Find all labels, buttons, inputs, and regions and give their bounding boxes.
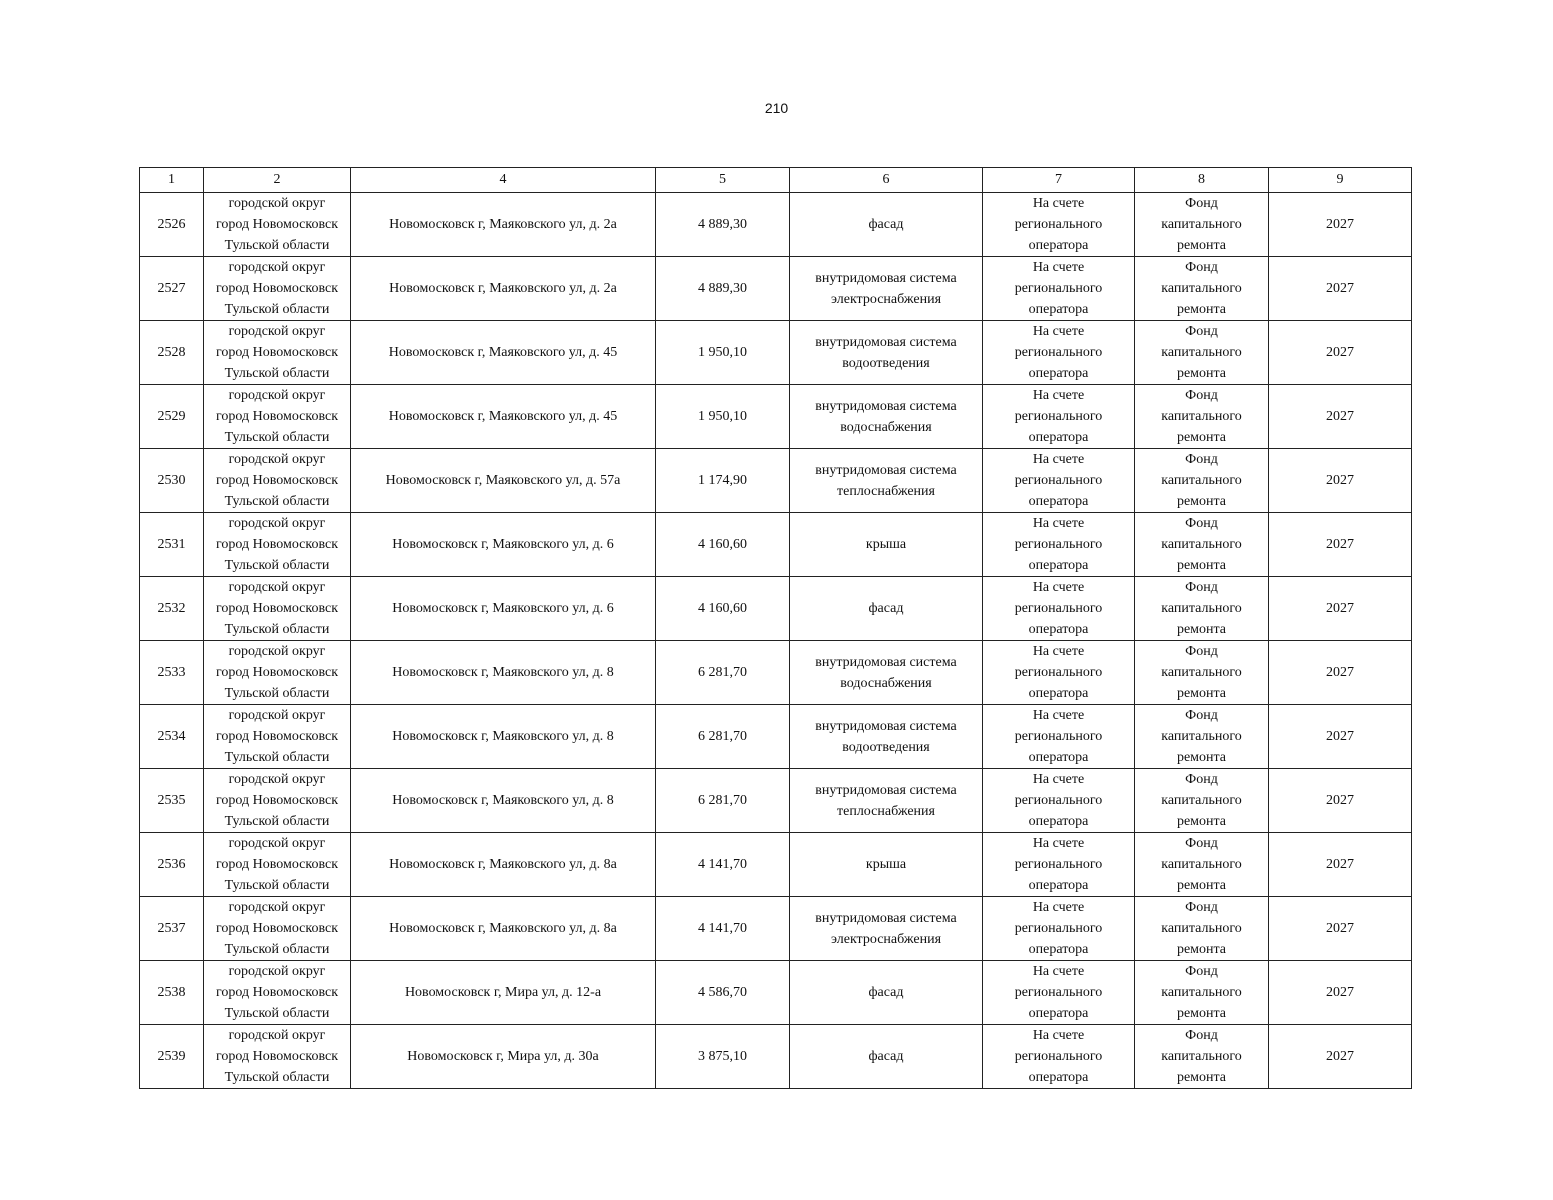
address-cell: Новомосковск г, Мира ул, д. 12-а: [351, 961, 656, 1025]
funding-source-cell: [1135, 321, 1269, 385]
account-cell: [983, 833, 1135, 897]
work-type-cell: [790, 1025, 983, 1089]
work-type-cell-line: внутридомовая система: [815, 718, 957, 734]
funding-source-cell-line: ремонта: [1176, 1006, 1227, 1021]
account-cell-line: оператора: [1028, 238, 1089, 253]
account-cell: [983, 897, 1135, 961]
account-cell-line: оператора: [1028, 430, 1089, 445]
funding-source-cell-line: ремонта: [1176, 686, 1227, 701]
work-type-cell: [790, 321, 983, 385]
work-type-cell-line: теплоснабжения: [837, 803, 935, 819]
funding-source-cell-line: ремонта: [1176, 494, 1227, 509]
account-cell: [983, 449, 1135, 513]
account-cell-line: На счете: [1032, 964, 1085, 979]
account-cell-line: регионального: [1014, 793, 1103, 808]
row-number-cell: 2531: [140, 513, 204, 577]
funding-source-cell-line: капитального: [1161, 729, 1242, 744]
work-type-cell-line: внутридомовая система: [815, 270, 957, 286]
table-row: [140, 897, 1412, 961]
area-cell: 4 141,70: [656, 897, 790, 961]
municipality-cell-line: Тульской области: [224, 1070, 330, 1085]
row-number-cell: 2534: [140, 705, 204, 769]
municipality-cell-line: городской округ: [228, 900, 326, 915]
work-type-cell: [790, 449, 983, 513]
funding-source-cell-line: капитального: [1161, 345, 1242, 360]
account-cell-line: На счете: [1032, 516, 1085, 531]
row-number-cell: 2529: [140, 385, 204, 449]
address-cell: Новомосковск г, Маяковского ул, д. 6: [351, 513, 656, 577]
funding-source-cell-line: ремонта: [1176, 430, 1227, 445]
account-cell-line: регионального: [1014, 473, 1103, 488]
work-type-cell-line: крыша: [865, 537, 907, 552]
funding-source-cell-line: Фонд: [1185, 580, 1218, 595]
table-row: [140, 641, 1412, 705]
area-cell: 1 950,10: [656, 321, 790, 385]
municipality-cell: [204, 1025, 351, 1089]
account-cell-line: На счете: [1032, 324, 1085, 339]
municipality-cell: [204, 833, 351, 897]
municipality-cell-line: город Новомосковск: [215, 601, 339, 616]
header-cell-9: 9: [1269, 168, 1412, 193]
table-row: [140, 705, 1412, 769]
funding-source-cell-line: капитального: [1161, 1049, 1242, 1064]
work-type-cell: [790, 577, 983, 641]
account-cell: [983, 577, 1135, 641]
table-row: [140, 385, 1412, 449]
row-number-cell: 2533: [140, 641, 204, 705]
funding-source-cell-line: капитального: [1161, 985, 1242, 1000]
account-cell-line: оператора: [1028, 686, 1089, 701]
header-cell-5: 5: [656, 168, 790, 193]
work-type-cell-line: внутридомовая система: [815, 462, 957, 478]
municipality-cell-line: городской округ: [228, 260, 326, 275]
address-cell: Новомосковск г, Маяковского ул, д. 45: [351, 321, 656, 385]
account-cell: [983, 961, 1135, 1025]
funding-source-cell-line: Фонд: [1185, 1028, 1218, 1043]
work-type-cell: [790, 833, 983, 897]
repair-register-table: [139, 167, 1412, 1089]
table-row: [140, 769, 1412, 833]
work-type-cell-line: фасад: [868, 1049, 904, 1064]
table-row: [140, 833, 1412, 897]
year-cell: 2027: [1269, 385, 1412, 449]
municipality-cell-line: городской округ: [228, 452, 326, 467]
funding-source-cell-line: капитального: [1161, 793, 1242, 808]
municipality-cell-line: городской округ: [228, 388, 326, 403]
address-cell: Новомосковск г, Маяковского ул, д. 8: [351, 705, 656, 769]
funding-source-cell: [1135, 641, 1269, 705]
municipality-cell-line: городской округ: [228, 516, 326, 531]
area-cell: 6 281,70: [656, 769, 790, 833]
account-cell-line: регионального: [1014, 217, 1103, 232]
account-cell-line: оператора: [1028, 942, 1089, 957]
funding-source-cell-line: капитального: [1161, 921, 1242, 936]
municipality-cell-line: город Новомосковск: [215, 345, 339, 360]
funding-source-cell-line: капитального: [1161, 409, 1242, 424]
funding-source-cell-line: ремонта: [1176, 1070, 1227, 1085]
municipality-cell-line: Тульской области: [224, 878, 330, 893]
account-cell-line: регионального: [1014, 665, 1103, 680]
account-cell-line: регионального: [1014, 281, 1103, 296]
row-number-cell: 2532: [140, 577, 204, 641]
funding-source-cell-line: Фонд: [1185, 452, 1218, 467]
work-type-cell: [790, 193, 983, 257]
area-cell: 4 141,70: [656, 833, 790, 897]
area-cell: 1 174,90: [656, 449, 790, 513]
municipality-cell-line: городской округ: [228, 644, 326, 659]
funding-source-cell: [1135, 193, 1269, 257]
work-type-cell-line: электроснабжения: [830, 931, 942, 947]
year-cell: 2027: [1269, 961, 1412, 1025]
municipality-cell-line: Тульской области: [224, 1006, 330, 1021]
header-row: [140, 168, 1412, 193]
account-cell-line: На счете: [1032, 644, 1085, 659]
municipality-cell: [204, 193, 351, 257]
row-number-cell: 2530: [140, 449, 204, 513]
work-type-cell-line: фасад: [868, 601, 904, 616]
funding-source-cell-line: Фонд: [1185, 324, 1218, 339]
account-cell-line: На счете: [1032, 708, 1085, 723]
account-cell: [983, 641, 1135, 705]
funding-source-cell-line: ремонта: [1176, 942, 1227, 957]
municipality-cell: [204, 577, 351, 641]
funding-source-cell-line: ремонта: [1176, 814, 1227, 829]
row-number-cell: 2537: [140, 897, 204, 961]
account-cell-line: оператора: [1028, 494, 1089, 509]
year-cell: 2027: [1269, 577, 1412, 641]
funding-source-cell-line: капитального: [1161, 665, 1242, 680]
funding-source-cell-line: Фонд: [1185, 964, 1218, 979]
account-cell-line: На счете: [1032, 260, 1085, 275]
address-cell: Новомосковск г, Маяковского ул, д. 45: [351, 385, 656, 449]
work-type-cell: [790, 641, 983, 705]
work-type-cell-line: внутридомовая система: [815, 782, 957, 798]
header-cell-1: 1: [140, 168, 204, 193]
area-cell: 4 160,60: [656, 577, 790, 641]
municipality-cell-line: городской округ: [228, 708, 326, 723]
account-cell-line: регионального: [1014, 537, 1103, 552]
funding-source-cell-line: ремонта: [1176, 238, 1227, 253]
account-cell-line: На счете: [1032, 452, 1085, 467]
account-cell-line: оператора: [1028, 750, 1089, 765]
funding-source-cell: [1135, 833, 1269, 897]
account-cell-line: регионального: [1014, 729, 1103, 744]
work-type-cell-line: внутридомовая система: [815, 398, 957, 414]
year-cell: 2027: [1269, 705, 1412, 769]
funding-source-cell-line: Фонд: [1185, 260, 1218, 275]
header-cell-4: 4: [351, 168, 656, 193]
address-cell: Новомосковск г, Маяковского ул, д. 2а: [351, 257, 656, 321]
account-cell-line: оператора: [1028, 814, 1089, 829]
municipality-cell-line: город Новомосковск: [215, 1049, 339, 1064]
municipality-cell-line: город Новомосковск: [215, 665, 339, 680]
area-cell: 3 875,10: [656, 1025, 790, 1089]
municipality-cell: [204, 257, 351, 321]
funding-source-cell-line: ремонта: [1176, 302, 1227, 317]
funding-source-cell-line: ремонта: [1176, 366, 1227, 381]
municipality-cell-line: город Новомосковск: [215, 217, 339, 232]
funding-source-cell-line: ремонта: [1176, 878, 1227, 893]
area-cell: 6 281,70: [656, 705, 790, 769]
work-type-cell-line: водоотведения: [842, 739, 930, 755]
funding-source-cell: [1135, 961, 1269, 1025]
account-cell-line: На счете: [1032, 1028, 1085, 1043]
row-number-cell: 2526: [140, 193, 204, 257]
municipality-cell-line: городской округ: [228, 964, 326, 979]
work-type-cell-line: внутридомовая система: [815, 910, 957, 926]
account-cell: [983, 193, 1135, 257]
funding-source-cell-line: ремонта: [1176, 750, 1227, 765]
work-type-cell: [790, 385, 983, 449]
municipality-cell-line: город Новомосковск: [215, 921, 339, 936]
funding-source-cell-line: Фонд: [1185, 708, 1218, 723]
work-type-cell: [790, 705, 983, 769]
row-number-cell: 2538: [140, 961, 204, 1025]
funding-source-cell-line: Фонд: [1185, 900, 1218, 915]
row-number-cell: 2527: [140, 257, 204, 321]
address-cell: Новомосковск г, Маяковского ул, д. 2а: [351, 193, 656, 257]
work-type-cell-line: водоснабжения: [840, 675, 932, 691]
municipality-cell-line: Тульской области: [224, 494, 330, 509]
table-body: [140, 193, 1412, 1089]
municipality-cell: [204, 449, 351, 513]
work-type-cell: [790, 897, 983, 961]
municipality-cell-line: Тульской области: [224, 942, 330, 957]
municipality-cell-line: город Новомосковск: [215, 537, 339, 552]
work-type-cell-line: водоотведения: [842, 355, 930, 371]
funding-source-cell: [1135, 705, 1269, 769]
address-cell: Новомосковск г, Маяковского ул, д. 8а: [351, 833, 656, 897]
funding-source-cell: [1135, 897, 1269, 961]
address-cell: Новомосковск г, Маяковского ул, д. 8: [351, 769, 656, 833]
municipality-cell-line: городской округ: [228, 324, 326, 339]
funding-source-cell-line: Фонд: [1185, 644, 1218, 659]
funding-source-cell-line: ремонта: [1176, 622, 1227, 637]
funding-source-cell-line: Фонд: [1185, 836, 1218, 851]
work-type-cell-line: фасад: [868, 217, 904, 232]
funding-source-cell-line: капитального: [1161, 601, 1242, 616]
work-type-cell: [790, 961, 983, 1025]
municipality-cell: [204, 897, 351, 961]
account-cell-line: оператора: [1028, 1070, 1089, 1085]
municipality-cell-line: город Новомосковск: [215, 729, 339, 744]
funding-source-cell-line: капитального: [1161, 857, 1242, 872]
funding-source-cell-line: капитального: [1161, 217, 1242, 232]
area-cell: 4 160,60: [656, 513, 790, 577]
work-type-cell-line: внутридомовая система: [815, 334, 957, 350]
year-cell: 2027: [1269, 1025, 1412, 1089]
municipality-cell-line: городской округ: [228, 196, 326, 211]
work-type-cell: [790, 513, 983, 577]
municipality-cell-line: город Новомосковск: [215, 857, 339, 872]
header-cell-8: 8: [1135, 168, 1269, 193]
municipality-cell-line: Тульской области: [224, 558, 330, 573]
area-cell: 4 889,30: [656, 193, 790, 257]
funding-source-cell: [1135, 449, 1269, 513]
municipality-cell: [204, 769, 351, 833]
table-row: [140, 321, 1412, 385]
account-cell-line: На счете: [1032, 836, 1085, 851]
municipality-cell-line: Тульской области: [224, 430, 330, 445]
table-row: [140, 193, 1412, 257]
area-cell: 4 889,30: [656, 257, 790, 321]
funding-source-cell: [1135, 513, 1269, 577]
municipality-cell-line: город Новомосковск: [215, 985, 339, 1000]
funding-source-cell: [1135, 769, 1269, 833]
account-cell: [983, 385, 1135, 449]
work-type-cell-line: фасад: [868, 985, 904, 1000]
funding-source-cell: [1135, 577, 1269, 641]
work-type-cell: [790, 257, 983, 321]
account-cell: [983, 257, 1135, 321]
municipality-cell-line: город Новомосковск: [215, 473, 339, 488]
work-type-cell: [790, 769, 983, 833]
area-cell: 1 950,10: [656, 385, 790, 449]
year-cell: 2027: [1269, 321, 1412, 385]
account-cell-line: регионального: [1014, 857, 1103, 872]
municipality-cell-line: город Новомосковск: [215, 793, 339, 808]
account-cell-line: оператора: [1028, 302, 1089, 317]
account-cell-line: регионального: [1014, 985, 1103, 1000]
account-cell-line: оператора: [1028, 622, 1089, 637]
funding-source-cell-line: капитального: [1161, 473, 1242, 488]
account-cell-line: регионального: [1014, 409, 1103, 424]
funding-source-cell-line: капитального: [1161, 537, 1242, 552]
funding-source-cell-line: Фонд: [1185, 772, 1218, 787]
account-cell: [983, 1025, 1135, 1089]
work-type-cell-line: водоснабжения: [840, 419, 932, 435]
municipality-cell-line: город Новомосковск: [215, 281, 339, 296]
funding-source-cell: [1135, 1025, 1269, 1089]
account-cell: [983, 769, 1135, 833]
funding-source-cell-line: ремонта: [1176, 558, 1227, 573]
address-cell: Новомосковск г, Маяковского ул, д. 8: [351, 641, 656, 705]
municipality-cell-line: Тульской области: [224, 622, 330, 637]
table-row: [140, 513, 1412, 577]
municipality-cell: [204, 513, 351, 577]
account-cell: [983, 513, 1135, 577]
account-cell-line: На счете: [1032, 388, 1085, 403]
municipality-cell-line: Тульской области: [224, 686, 330, 701]
header-cell-2: 2: [204, 168, 351, 193]
year-cell: 2027: [1269, 257, 1412, 321]
municipality-cell-line: городской округ: [228, 836, 326, 851]
municipality-cell-line: Тульской области: [224, 750, 330, 765]
table-row: [140, 577, 1412, 641]
address-cell: Новомосковск г, Мира ул, д. 30а: [351, 1025, 656, 1089]
table-row: [140, 1025, 1412, 1089]
year-cell: 2027: [1269, 193, 1412, 257]
municipality-cell-line: городской округ: [228, 580, 326, 595]
account-cell: [983, 321, 1135, 385]
municipality-cell: [204, 385, 351, 449]
funding-source-cell: [1135, 257, 1269, 321]
funding-source-cell-line: Фонд: [1185, 388, 1218, 403]
account-cell-line: На счете: [1032, 772, 1085, 787]
address-cell: Новомосковск г, Маяковского ул, д. 57а: [351, 449, 656, 513]
account-cell-line: На счете: [1032, 900, 1085, 915]
work-type-cell-line: теплоснабжения: [837, 483, 935, 499]
header-cell-6: 6: [790, 168, 983, 193]
municipality-cell: [204, 321, 351, 385]
year-cell: 2027: [1269, 769, 1412, 833]
municipality-cell-line: город Новомосковск: [215, 409, 339, 424]
area-cell: 4 586,70: [656, 961, 790, 1025]
area-cell: 6 281,70: [656, 641, 790, 705]
year-cell: 2027: [1269, 897, 1412, 961]
municipality-cell-line: Тульской области: [224, 366, 330, 381]
table-row: [140, 257, 1412, 321]
work-type-cell-line: электроснабжения: [830, 291, 942, 307]
row-number-cell: 2528: [140, 321, 204, 385]
municipality-cell-line: городской округ: [228, 772, 326, 787]
address-cell: Новомосковск г, Маяковского ул, д. 6: [351, 577, 656, 641]
account-cell: [983, 705, 1135, 769]
account-cell-line: оператора: [1028, 1006, 1089, 1021]
account-cell-line: регионального: [1014, 345, 1103, 360]
account-cell-line: На счете: [1032, 580, 1085, 595]
municipality-cell: [204, 641, 351, 705]
account-cell-line: оператора: [1028, 878, 1089, 893]
row-number-cell: 2536: [140, 833, 204, 897]
account-cell-line: регионального: [1014, 601, 1103, 616]
page-number: 210: [764, 100, 789, 116]
address-cell: Новомосковск г, Маяковского ул, д. 8а: [351, 897, 656, 961]
account-cell-line: регионального: [1014, 921, 1103, 936]
municipality-cell: [204, 961, 351, 1025]
municipality-cell: [204, 705, 351, 769]
municipality-cell-line: Тульской области: [224, 238, 330, 253]
table-row: [140, 449, 1412, 513]
account-cell-line: оператора: [1028, 366, 1089, 381]
year-cell: 2027: [1269, 449, 1412, 513]
year-cell: 2027: [1269, 833, 1412, 897]
year-cell: 2027: [1269, 513, 1412, 577]
municipality-cell-line: Тульской области: [224, 814, 330, 829]
row-number-cell: 2535: [140, 769, 204, 833]
account-cell-line: регионального: [1014, 1049, 1103, 1064]
year-cell: 2027: [1269, 641, 1412, 705]
row-number-cell: 2539: [140, 1025, 204, 1089]
work-type-cell-line: крыша: [865, 857, 907, 872]
table-row: [140, 961, 1412, 1025]
funding-source-cell: [1135, 385, 1269, 449]
funding-source-cell-line: Фонд: [1185, 516, 1218, 531]
header-cell-7: 7: [983, 168, 1135, 193]
account-cell-line: На счете: [1032, 196, 1085, 211]
funding-source-cell-line: капитального: [1161, 281, 1242, 296]
funding-source-cell-line: Фонд: [1185, 196, 1218, 211]
municipality-cell-line: городской округ: [228, 1028, 326, 1043]
municipality-cell-line: Тульской области: [224, 302, 330, 317]
account-cell-line: оператора: [1028, 558, 1089, 573]
work-type-cell-line: внутридомовая система: [815, 654, 957, 670]
